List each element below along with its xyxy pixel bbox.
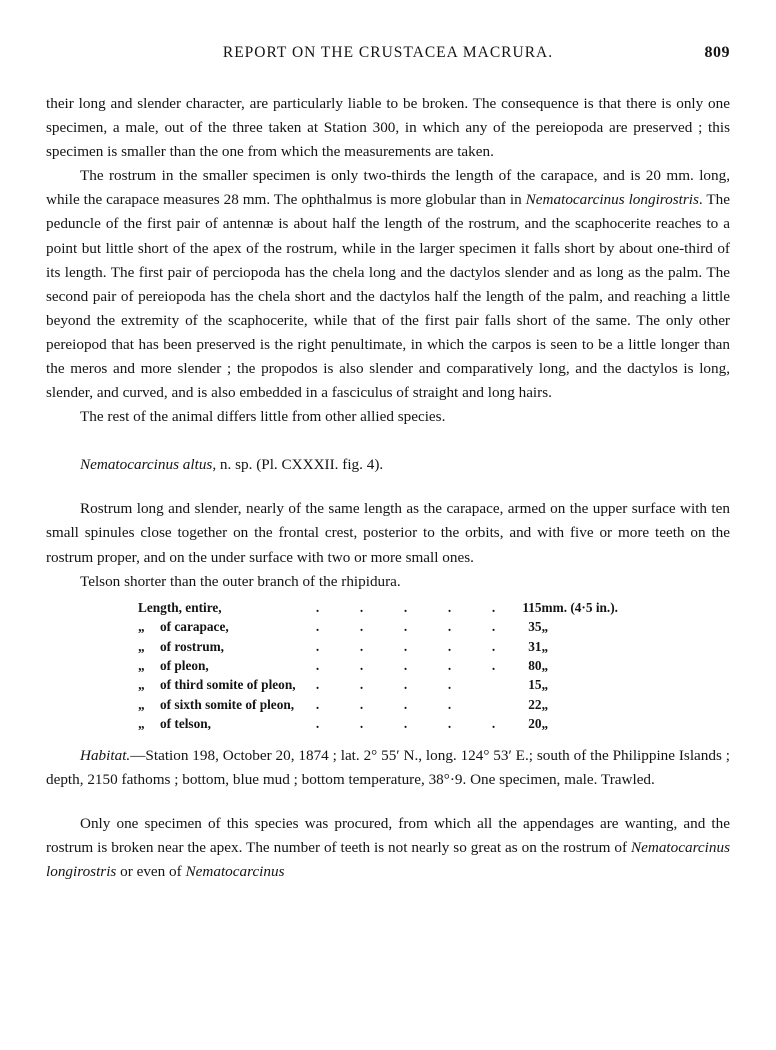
measurement-value: 80 — [528, 657, 542, 673]
measurement-row — [138, 656, 618, 675]
measurement-label: „ of third somite of pleon, — [138, 675, 296, 694]
measurement-label: „ of sixth somite of pleon, — [138, 695, 296, 714]
measurement-label: „ of carapace, — [138, 617, 296, 636]
paragraph: The rostrum in the smaller specimen is only two-thirds the length of the carapace, and is 20 mm. long, while the carapace measures 28 mm. The ophthalmus is more globular than in Nematocarcinus longirostris. The peduncle of the first pair of antennæ is about half the length of the rostrum, and the scaphocerite reaches to a point but little short of the apex of the rostrum, while in the larger specimen it falls short by about one-third of its length. The first pair of perciopoda has the chela long and the dactylos slender and as long as the palm. The second pair of pereiopoda has the chela short and the dactylos half the length of the palm, and reaching a little beyond the extremity of the scaphocerite, while that of the first pair falls short of the same. The only other pereiopod that has been preserved is the right penultimate, in which the carpos is seen to be a little longer than the meros and more slender ; the propodos is also slender and comparatively long, and the dactylos is long, slender, and curved, and is also embedded in a fasciculus of straight and long hairs. — [46, 167, 730, 402]
habitat-paragraph — [46, 744, 730, 792]
measurement-value: 115 — [522, 599, 542, 615]
ditto-mark: „ — [138, 638, 145, 654]
measurement-label: „ of pleon, — [138, 656, 296, 675]
ditto-mark: „ — [138, 716, 145, 732]
paragraph: The rest of the animal differs little from other allied species. — [80, 408, 446, 426]
paragraph: their long and slender character, are particularly liable to be broken. The consequence is that there is only one specimen, a male, out of the three taken at Station 300, in which any of the pereiopoda are preserved ; this specimen is smaller than the one from which the measurements are taken. — [46, 95, 730, 161]
measurement-unit: „ — [541, 696, 549, 712]
ditto-mark: „ — [138, 677, 145, 693]
species-name: Nematocarcinus altus — [80, 456, 213, 474]
measurement-row — [138, 598, 618, 617]
measurement-row — [138, 695, 618, 714]
measurement-unit: „ — [541, 619, 549, 635]
measurement-leader-dots: . . . . . — [315, 657, 496, 673]
measurement-value: 31 — [528, 638, 542, 654]
measurement-row — [138, 617, 618, 636]
page-number: 809 — [704, 44, 730, 61]
measurement-label: Length, entire, — [138, 599, 222, 615]
measurement-leader-dots: . . . . . — [315, 638, 496, 654]
measurement-unit: mm. (4·5 in.). — [541, 599, 618, 615]
measurement-leader-dots: . . . . — [315, 696, 452, 712]
measurement-leader-dots: . . . . . — [315, 599, 496, 615]
measurement-leader-dots: . . . . — [315, 677, 452, 693]
habitat-text: —Station 198, October 20, 1874 ; lat. 2° 55′ N., long. 124° 53′ E.; south of the Philippine Islands ; depth, 2150 fathoms ; bottom, blue mud ; bottom temperature, 38°·9. One specimen, male. Trawled. — [46, 746, 730, 788]
measurement-value: 35 — [528, 619, 542, 635]
ditto-mark: „ — [138, 696, 145, 712]
measurement-value: 22 — [528, 696, 542, 712]
measurement-unit: „ — [541, 638, 549, 654]
page-header — [46, 44, 730, 62]
measurements-body — [138, 598, 618, 734]
paragraph: Telson shorter than the outer branch of the rhipidura. — [80, 572, 401, 590]
measurement-row — [138, 675, 618, 694]
measurements-table — [138, 598, 618, 734]
measurement-unit: „ — [541, 657, 549, 673]
measurement-value: 20 — [528, 716, 542, 732]
habitat-label: Habitat. — [80, 746, 131, 764]
measurement-label: „ of rostrum, — [138, 637, 296, 656]
species-heading-rest: , n. sp. (Pl. CXXXII. fig. 4). — [212, 456, 384, 474]
body-text — [46, 92, 730, 884]
ditto-mark: „ — [138, 619, 145, 635]
ditto-mark: „ — [138, 657, 145, 673]
measurement-value: 15 — [528, 677, 542, 693]
measurement-leader-dots: . . . . . — [315, 619, 496, 635]
measurement-label: „ of telson, — [138, 714, 296, 733]
measurement-unit: „ — [541, 716, 549, 732]
measurement-row — [138, 637, 618, 656]
species-heading — [80, 453, 730, 477]
paragraph: Only one specimen of this species was procured, from which all the appendages are wanting, and the rostrum is broken near the apex. The number of teeth is not nearly so great as on the rostrum of Nematocarcinus longirostris or even of Nematocarcinus — [46, 814, 730, 880]
measurement-leader-dots: . . . . . — [315, 716, 496, 732]
measurement-unit: „ — [541, 677, 549, 693]
running-title: REPORT ON THE CRUSTACEA MACRURA. — [222, 44, 554, 61]
measurement-row — [138, 714, 618, 733]
paragraph: Rostrum long and slender, nearly of the same length as the carapace, armed on the upper surface with ten small spinules close together on the frontal crest, posterior to the orbits, and with five or more teeth on the rostrum proper, and on the under surface with two or more small ones. — [46, 500, 730, 566]
